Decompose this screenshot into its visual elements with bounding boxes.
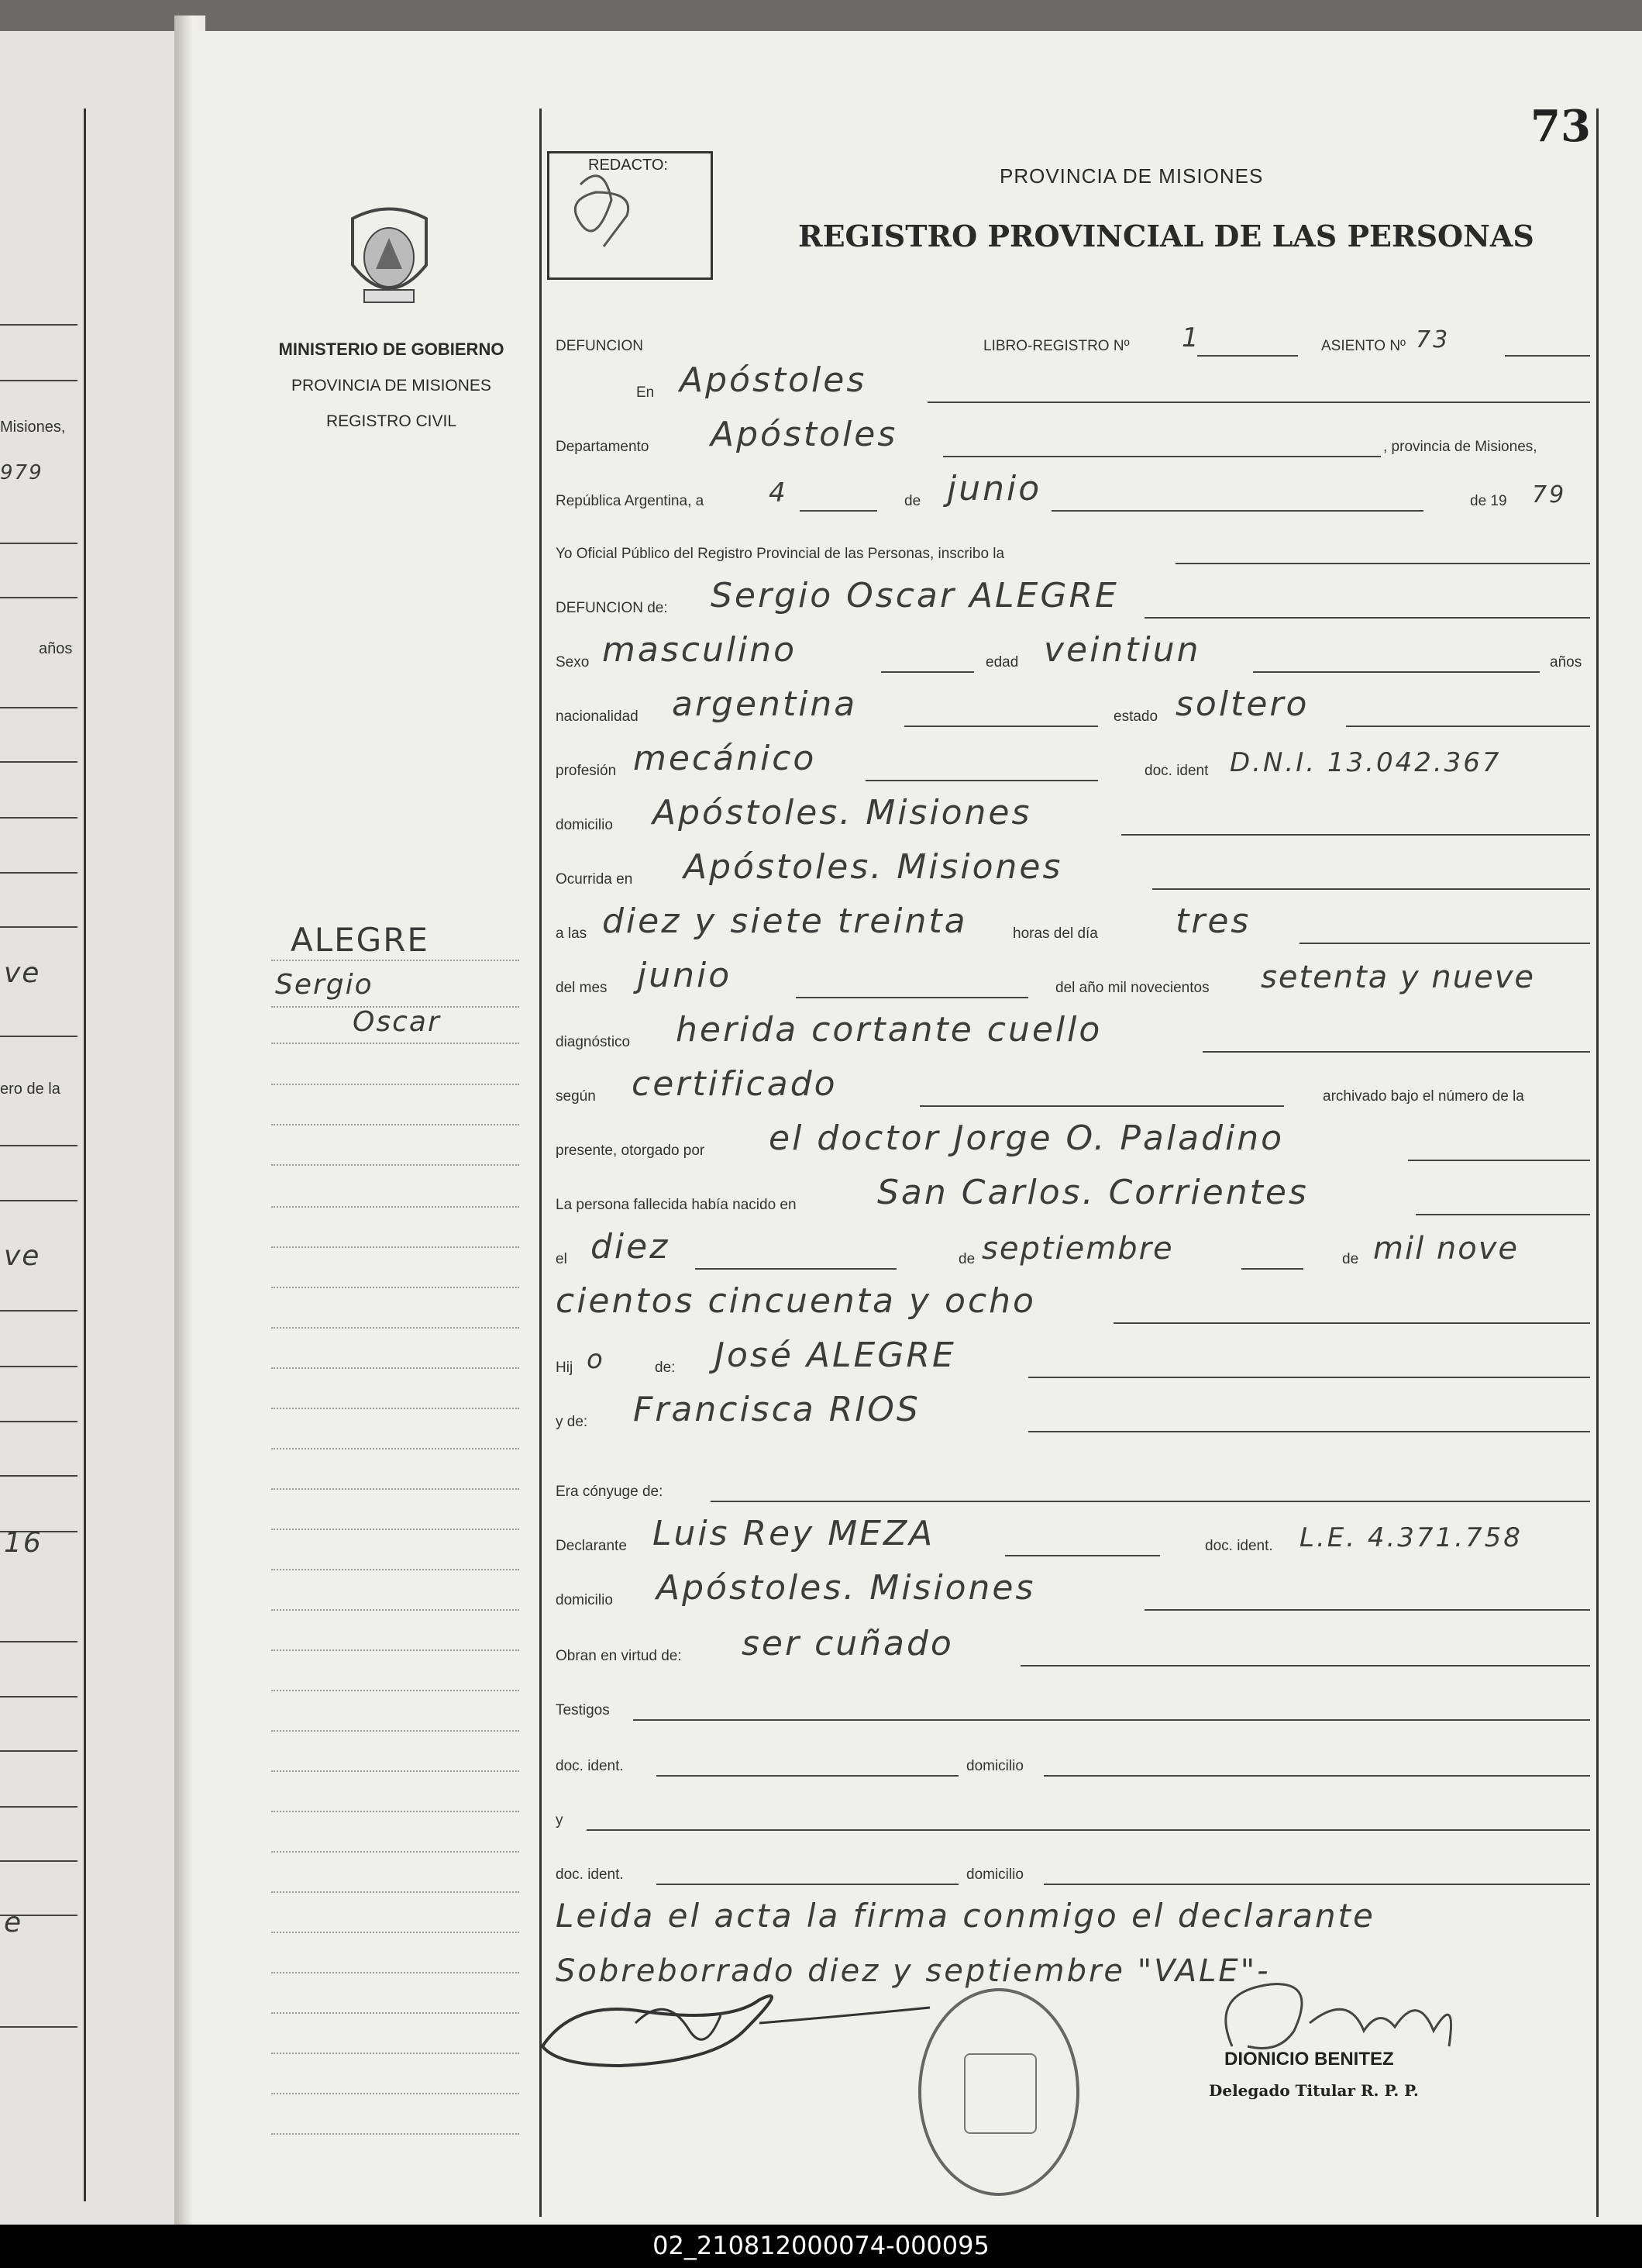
form-row-defuncion — [556, 572, 1590, 622]
sidebar-dotted-rule — [271, 2093, 519, 2094]
testigo-1-doc-label: doc. ident. — [556, 1758, 624, 1774]
sidebar-dotted-rule — [271, 1287, 519, 1288]
ocurrida-line — [1152, 888, 1590, 890]
anios-label: años — [1550, 654, 1582, 670]
form-row-testigo-2 — [556, 1839, 1590, 1888]
form-row-nacido — [556, 1169, 1590, 1218]
delanio-label: del año mil novecientos — [1055, 980, 1210, 996]
nota-2-value: Sobreborrado diez y septiembre "VALE"- — [556, 1953, 1271, 1989]
left-rule — [0, 1475, 77, 1477]
profesion-value: mecánico — [633, 739, 817, 778]
difunto-line — [1145, 617, 1590, 619]
sidebar-dotted-rule — [271, 2053, 519, 2054]
left-rule — [0, 2026, 77, 2028]
sidebar-dotted-rule — [271, 1730, 519, 1732]
obran-label: Obran en virtud de: — [556, 1648, 682, 1664]
sidebar-dotted-rule — [271, 1690, 519, 1691]
medico-value: el doctor Jorge O. Paladino — [769, 1118, 1285, 1158]
sidebar-dotted-rule — [271, 1649, 519, 1651]
left-rule — [0, 1696, 77, 1698]
nac-dia-line — [695, 1268, 897, 1270]
form-row-madre — [556, 1386, 1590, 1436]
form-row-testigo-1 — [556, 1730, 1590, 1780]
sidebar-second-name: Oscar — [353, 1006, 441, 1038]
left-rule — [0, 1145, 77, 1146]
nacionalidad-value: argentina — [672, 684, 858, 724]
left-rule — [0, 1806, 77, 1808]
el-label: el — [556, 1251, 567, 1267]
decl-doc-label: doc. ident. — [1205, 1538, 1273, 1554]
form-row-nota-1 — [556, 1891, 1590, 1941]
form-row-fecha — [556, 465, 1590, 515]
madre-value: Francisca RIOS — [633, 1390, 921, 1429]
segun-label: según — [556, 1088, 596, 1105]
registry-title: REGISTRO PROVINCIAL DE LAS PERSONAS — [798, 219, 1534, 253]
left-rule — [0, 1641, 77, 1642]
left-rule — [0, 761, 77, 763]
left-fragment-text: e — [4, 1907, 23, 1939]
signer-title: Delegado Titular R. P. P. — [1209, 2081, 1419, 2100]
left-fragment-text: 16 — [4, 1527, 43, 1559]
form-row-profesion — [556, 735, 1590, 784]
testigos-line — [633, 1719, 1590, 1721]
hij-value: o — [587, 1344, 605, 1375]
stamp-emblem-icon — [964, 2053, 1037, 2134]
madre-label: y de: — [556, 1414, 588, 1430]
edad-label: edad — [986, 654, 1019, 670]
testigo-2-doc-line — [656, 1884, 959, 1885]
left-rule — [0, 543, 77, 544]
diagnostico-line — [1203, 1051, 1590, 1053]
sidebar-dotted-rule — [271, 1246, 519, 1248]
domicilio-line — [1121, 834, 1590, 836]
redacto-initials-icon — [549, 153, 704, 270]
profesion-label: profesión — [556, 763, 617, 779]
decl-domicilio-value: Apóstoles. Misiones — [656, 1568, 1036, 1608]
testigo-1-domicilio-label: domicilio — [966, 1758, 1024, 1774]
mes-value: junio — [947, 469, 1042, 508]
domicilio-label: domicilio — [556, 817, 613, 833]
sidebar-dotted-rule — [271, 1569, 519, 1570]
left-rule — [0, 817, 77, 819]
left-rule — [0, 1860, 77, 1862]
sidebar-dotted-rule — [271, 1327, 519, 1329]
form-row-mes — [556, 952, 1590, 1001]
form-row-obran — [556, 1620, 1590, 1670]
estado-label: estado — [1114, 708, 1158, 725]
nac-anio-2-line — [1114, 1322, 1590, 1324]
segun-line — [920, 1105, 1284, 1107]
form-row-medico — [556, 1115, 1590, 1164]
form-row-en — [556, 357, 1590, 406]
form-row-libro — [556, 310, 1590, 360]
left-rule — [0, 926, 77, 928]
sidebar-dotted-rule — [271, 1811, 519, 1812]
declarante-line — [1005, 1555, 1160, 1556]
form-row-ocurrida — [556, 843, 1590, 893]
dia-line — [800, 510, 877, 512]
nac-anio-1-value: mil nove — [1373, 1231, 1520, 1267]
madre-line — [1028, 1431, 1590, 1432]
libro-label: LIBRO-REGISTRO Nº — [983, 338, 1130, 354]
form-row-decl-domicilio — [556, 1564, 1590, 1614]
y-label: y — [556, 1812, 563, 1829]
type-label: DEFUNCION — [556, 338, 643, 354]
sidebar-dotted-rule — [271, 2133, 519, 2135]
sidebar-dotted-rule — [271, 1609, 519, 1611]
obran-value: ser cuñado — [742, 1624, 954, 1663]
sidebar-dotted-rule — [271, 1529, 519, 1530]
departamento-line — [943, 456, 1381, 457]
edad-value: veintiun — [1044, 630, 1201, 670]
declarant-signature-icon — [527, 1969, 961, 2077]
difunto-value: Sergio Oscar ALEGRE — [711, 576, 1119, 615]
sidebar-dotted-rule — [271, 1891, 519, 1893]
nacido-line — [1416, 1214, 1590, 1215]
left-rule — [0, 1421, 77, 1422]
left-rule — [0, 597, 77, 598]
decl-doc-value: L.E. 4.371.758 — [1299, 1522, 1523, 1553]
en-line — [928, 402, 1590, 403]
header-province: PROVINCIA DE MISIONES — [1000, 164, 1264, 188]
left-fragment-text: Misiones, — [0, 419, 66, 436]
testigo-2-doc-label: doc. ident. — [556, 1866, 624, 1883]
medico-line — [1408, 1160, 1590, 1161]
nac-mes-value: septiembre — [982, 1231, 1174, 1267]
mes-muerte-value: junio — [637, 956, 732, 995]
testigo-2-domicilio-line — [1044, 1884, 1590, 1885]
form-row-nacimiento — [556, 1223, 1590, 1273]
dia-value: 4 — [769, 477, 788, 508]
padre-line — [1028, 1377, 1590, 1378]
ocurrida-label: Ocurrida en — [556, 871, 633, 888]
republica-label: República Argentina, a — [556, 493, 704, 509]
ministry-title: MINISTERIO DE GOBIERNO — [278, 340, 504, 359]
conyuge-line — [711, 1501, 1590, 1502]
libro-value: 1 — [1182, 322, 1201, 353]
sidebar-dotted-rule — [271, 960, 519, 961]
footer-bar — [0, 2225, 1642, 2268]
testigo-1-domicilio-line — [1044, 1775, 1590, 1777]
left-rule — [0, 380, 77, 381]
padre-value: José ALEGRE — [714, 1336, 956, 1375]
left-fragment-text: ve — [4, 1240, 41, 1272]
en-value: Apóstoles — [680, 360, 867, 400]
nac-anio-2-value: cientos cincuenta y ocho — [556, 1281, 1036, 1321]
left-page-margin-line — [84, 109, 86, 2201]
signer-name: DIONICIO BENITEZ — [1224, 2049, 1394, 2070]
form-left-border — [539, 109, 542, 2217]
departamento-label: Departamento — [556, 439, 649, 455]
y-line — [587, 1829, 1590, 1831]
sidebar-dotted-rule — [271, 1206, 519, 1208]
decl-domicilio-line — [1145, 1609, 1590, 1611]
sidebar-dotted-rule — [271, 1084, 519, 1085]
mes-line — [1052, 510, 1423, 512]
presente-label: presente, otorgado por — [556, 1143, 705, 1159]
domicilio-value: Apóstoles. Misiones — [652, 793, 1032, 832]
sidebar-dotted-rule — [271, 1124, 519, 1125]
sidebar-province: PROVINCIA DE MISIONES — [291, 377, 491, 395]
sexo-value: masculino — [602, 630, 797, 670]
sidebar-dotted-rule — [271, 1043, 519, 1044]
testigo-2-domicilio-label: domicilio — [966, 1866, 1024, 1883]
profesion-line — [866, 780, 1098, 781]
form-row-hijo — [556, 1332, 1590, 1381]
left-page — [0, 31, 182, 2225]
dia-muerte-line — [1299, 943, 1590, 944]
left-rule — [0, 1310, 77, 1312]
de-label-2: de — [959, 1251, 976, 1267]
asiento-label: ASIENTO Nº — [1321, 338, 1406, 354]
form-row-domicilio — [556, 789, 1590, 839]
form-row-nacionalidad — [556, 681, 1590, 730]
left-fragment-text: ve — [4, 957, 41, 989]
estado-value: soltero — [1176, 684, 1310, 724]
redacto-box — [547, 151, 713, 280]
nac-mes-line — [1241, 1268, 1303, 1270]
sidebar-surname: ALEGRE — [291, 921, 429, 959]
oficial-text: Yo Oficial Público del Registro Provincial de las Personas, inscribo la — [556, 546, 1005, 562]
form-row-y — [556, 1784, 1590, 1834]
oficial-line — [1176, 563, 1590, 564]
form-row-declarante — [556, 1510, 1590, 1560]
de-label: de — [904, 493, 921, 509]
form-row-departamento — [556, 411, 1590, 460]
asiento-value: 73 — [1416, 326, 1451, 353]
dia-muerte-value: tres — [1176, 901, 1251, 941]
form-row-sexo — [556, 626, 1590, 676]
ocurrida-value: Apóstoles. Misiones — [683, 847, 1063, 887]
form-row-diagnostico — [556, 1006, 1590, 1056]
delmes-label: del mes — [556, 980, 608, 996]
form-right-border — [1596, 109, 1599, 2217]
left-fragment-text: ero de la — [0, 1081, 60, 1098]
left-rule — [0, 1200, 77, 1201]
footer-id: 02_210812000074-000095 — [652, 2231, 990, 2260]
redacto-label: REDACTO: — [588, 157, 668, 174]
sidebar-dotted-rule — [271, 1367, 519, 1369]
segun-value: certificado — [632, 1064, 838, 1104]
coat-of-arms-icon — [341, 203, 438, 312]
declarante-value: Luis Rey MEZA — [652, 1514, 935, 1553]
alas-label: a las — [556, 925, 587, 942]
padre-de-label: de: — [655, 1360, 676, 1376]
page-number: 73 — [1530, 101, 1591, 152]
hora-value: diez y siete treinta — [602, 901, 968, 941]
form-row-oficial — [556, 518, 1590, 567]
form-row-testigos — [556, 1674, 1590, 1724]
horas-label: horas del día — [1013, 925, 1098, 942]
sexo-label: Sexo — [556, 654, 590, 670]
diagnostico-value: herida cortante cuello — [676, 1010, 1103, 1050]
form-row-segun — [556, 1060, 1590, 1110]
official-stamp-icon — [918, 1988, 1079, 2196]
left-rule — [0, 707, 77, 708]
left-fragment-text: 979 — [0, 461, 43, 484]
form-row-conyuge — [556, 1456, 1590, 1505]
left-rule — [0, 1036, 77, 1037]
anio-value: 79 — [1532, 481, 1567, 508]
sidebar-dotted-rule — [271, 1448, 519, 1449]
nacido-label: La persona fallecida había nacido en — [556, 1197, 797, 1213]
sidebar-dotted-rule — [271, 1408, 519, 1409]
left-rule — [0, 1366, 77, 1367]
sidebar-dotted-rule — [271, 1770, 519, 1772]
doc-label: doc. ident — [1145, 763, 1209, 779]
departamento-value: Apóstoles — [711, 415, 898, 454]
testigos-label: Testigos — [556, 1702, 610, 1718]
left-fragment-text: años — [39, 640, 73, 657]
provincia-label: , provincia de Misiones, — [1383, 439, 1537, 455]
sidebar-dotted-rule — [271, 1972, 519, 1973]
diagnostico-label: diagnóstico — [556, 1034, 631, 1050]
nota-1-value: Leida el acta la firma conmigo el declarante — [556, 1897, 1375, 1935]
left-rule — [0, 324, 77, 326]
form-row-hora — [556, 898, 1590, 947]
nacionalidad-label: nacionalidad — [556, 708, 639, 725]
official-signature-icon — [1162, 1961, 1488, 2062]
sidebar-office: REGISTRO CIVIL — [325, 412, 457, 430]
hij-label: Hij — [556, 1360, 573, 1376]
sexo-line — [881, 671, 974, 673]
nac-dia-value: diez — [590, 1227, 670, 1267]
anio-label: de 19 — [1470, 493, 1507, 509]
mes-muerte-line — [796, 997, 1028, 998]
archivado-label: archivado bajo el número de la — [1323, 1088, 1524, 1105]
left-rule — [0, 872, 77, 874]
sidebar-first-name: Sergio — [275, 969, 373, 1001]
doc-value: D.N.I. 13.042.367 — [1230, 747, 1502, 778]
testigo-1-doc-line — [656, 1775, 959, 1777]
anio-muerte-value: setenta y nueve — [1261, 960, 1535, 995]
de-label-3: de — [1342, 1251, 1359, 1267]
nacionalidad-line — [904, 726, 1098, 727]
sidebar-dotted-rule — [271, 1164, 519, 1166]
sidebar-dotted-rule — [271, 2012, 519, 2014]
sidebar-dotted-rule — [271, 1932, 519, 1933]
nacido-en-value: San Carlos. Corrientes — [877, 1173, 1309, 1212]
en-label: En — [636, 384, 655, 401]
decl-domicilio-label: domicilio — [556, 1592, 613, 1608]
form-row-nacimiento-2 — [556, 1277, 1590, 1327]
conyuge-label: Era cónyuge de: — [556, 1484, 663, 1500]
obran-line — [1021, 1665, 1590, 1667]
defuncion-de-label: DEFUNCION de: — [556, 600, 668, 616]
declarante-label: Declarante — [556, 1538, 627, 1554]
left-rule — [0, 1750, 77, 1752]
sidebar-dotted-rule — [271, 1851, 519, 1853]
estado-line — [1346, 726, 1590, 727]
edad-line — [1253, 671, 1540, 673]
sidebar-dotted-rule — [271, 1488, 519, 1490]
